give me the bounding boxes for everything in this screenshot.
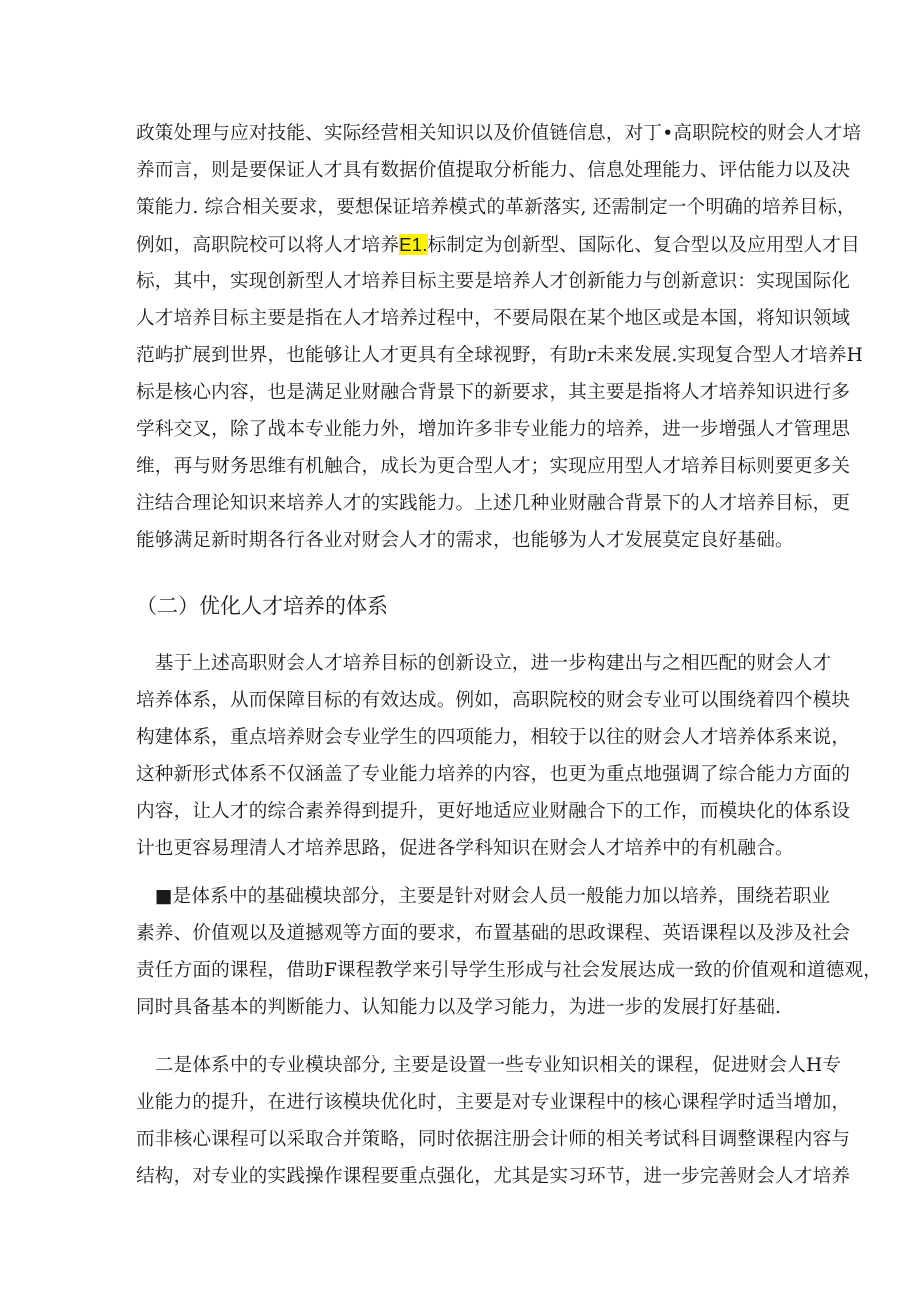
section-heading: （二）优化人才培养的体系 [136,594,388,618]
text-line: 内容，让人才的综合素养得到提升，更好地适应业财融合下的工作，而模块化的体系设 [136,801,851,822]
text-line: 标是核心内容，也是满足业财融合背景下的新要求，其主要是指将人才培养知识进行多 [136,382,851,403]
text-line: 责任方面的课程，借助F课程教学来引导学生形成与社会发展达成一致的价值观和道德观， [136,960,883,981]
text-line: 范屿扩展到世界，也能够让人才更具有全球视野，有助r未来发展.实现复合型人才培养H [136,345,863,366]
text-line: 基于上述高职财会人才培养目标的创新设立，进一步构建出与之相匹配的财会人才 [136,653,832,674]
text-segment: 例如，高职院校可以将人才培养 [136,235,400,256]
text-line: 素养、价值观以及道撼观等方面的要求，布置基础的思政课程、英语课程以及涉及社会 [136,923,851,944]
text-line: 维，再与财务思维有机触合，成长为更合型人才；实现应用型人才培养目标则要更多关 [136,456,851,477]
text-line: 结构，对专业的实践操作课程要重点强化，尤其是实习环节，进一步完善财会人才培养 [136,1166,851,1187]
text-line: 同时具备基本的判断能力、认知能力以及学习能力，为进一步的发展打好基础. [136,997,782,1018]
text-line: ■是体系中的基础模块部分，主要是针对财会人员一般能力加以培养，围绕若职业 [136,886,831,907]
text-line [136,233,860,258]
text-line: 人才培养目标主要是指在人才培养过程中，不要局限在某个地区或是本国，将知识领域 [136,308,851,329]
text-line: 这种新形式体系不仅涵盖了专业能力培养的内容，也更为重点地强调了综合能力方面的 [136,764,851,785]
text-line: 策能力. 综合相关要求，要想保证培养模式的革新落实, 还需制定一个明确的培养目标， [136,197,856,218]
highlighted-text: E1. [399,234,428,255]
text-line: 学科交叉，除了战本专业能力外，增加许多非专业能力的培养，进一步增强人才管理思 [136,419,851,440]
text-line: 能够满足新时期各行各业对财会人才的需求，也能够为人才发展莫定良好基础。 [136,530,794,551]
text-line: 政策处理与应对技能、实际经营相关知识以及价值链信息，对丁•高职院校的财会人才培 [136,123,862,144]
text-line: 计也更容易理清人才培养思路，促进各学科知识在财会人才培养中的有机融合。 [136,838,794,859]
text-line: 业能力的提升，在进行该模块优化时，主要是对专业课程中的核心课程学时适当增加， [136,1092,851,1113]
text-line: 二是体系中的专业模块部分, 主要是设置一些专业知识相关的课程，促进财会人H专 [136,1055,842,1076]
text-line: 养而言，则是要保证人才具有数据价值提取分析能力、信息处理能力、评估能力以及决 [136,160,851,181]
text-line: 注结合理论知识来培养人才的实践能力。上述几种业财融合背景下的人才培养目标，更 [136,493,851,514]
text-line: 培养体系，从而保障目标的有效达成。例如，高职院校的财会专业可以围绕着四个模块 [136,690,851,711]
text-line: 构建体系，重点培养财会专业学生的四项能力，相较于以往的财会人才培养体系来说， [136,727,851,748]
text-line: 标，其中，实现创新型人才培养目标主要是培养人才创新能力与创新意识：实现国际化 [136,271,851,292]
text-line: 而非核心课程可以采取合并策略，同时依据注册会计师的相关考试科目调整课程内容与 [136,1129,851,1150]
text-segment: 标制定为创新型、国际化、复合型以及应用型人才目 [427,235,860,256]
